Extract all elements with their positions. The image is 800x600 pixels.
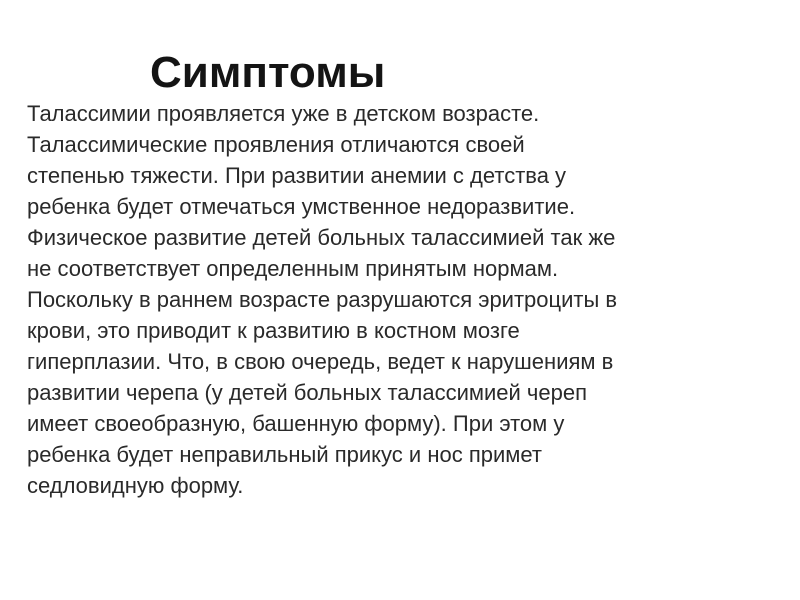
body-line: не соответствует определенным принятым нормам. [27, 256, 559, 281]
body-line: Физическое развитие детей больных талассимией так же [27, 225, 616, 250]
body-line: степенью тяжести. При развитии анемии с детства у [27, 163, 567, 188]
body-line: крови, это приводит к развитию в костном мозге [27, 318, 520, 343]
body-line: имеет своеобразную, башенную форму). При этом у [27, 411, 565, 436]
body-line: гиперплазии. Что, в свою очередь, ведет к нарушениям в [27, 349, 614, 374]
body-line: седловидную форму. [27, 473, 244, 498]
slide-title: Симптомы [150, 48, 386, 97]
slide-body-text [27, 98, 747, 501]
body-line: Талассимии проявляется уже в детском возрасте. [27, 101, 540, 126]
body-line: ребенка будет неправильный прикус и нос примет [27, 442, 542, 467]
body-line: Талассимические проявления отличаются своей [27, 132, 525, 157]
body-line: Поскольку в раннем возрасте разрушаются эритроциты в [27, 287, 618, 312]
body-line: ребенка будет отмечаться умственное недоразвитие. [27, 194, 576, 219]
body-line: развитии черепа (у детей больных талассимией череп [27, 380, 588, 405]
